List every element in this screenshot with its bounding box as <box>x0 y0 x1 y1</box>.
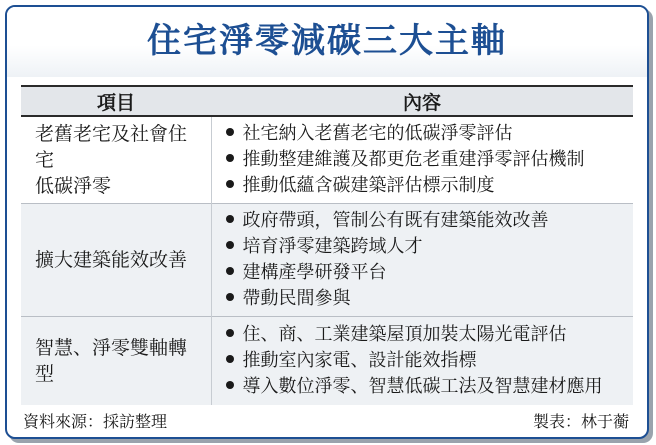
bullet-dot-icon <box>226 180 234 188</box>
row-item-cell <box>21 204 211 317</box>
bullet-dot-icon <box>226 267 234 275</box>
list-item <box>226 208 628 234</box>
bullet-text: 社宅納入老舊老宅的低碳淨零評估 <box>242 123 513 144</box>
list-item <box>226 234 628 260</box>
page-title: 住宅淨零減碳三大主軸 <box>147 21 507 61</box>
row-content-cell <box>211 317 633 405</box>
list-item <box>226 121 628 147</box>
table-row <box>21 317 633 405</box>
infographic-frame <box>5 5 649 439</box>
bullet-text: 推動室內家電、設計能效指標 <box>242 349 477 371</box>
list-item <box>226 260 628 286</box>
bullet-text: 政府帶頭，管制公有既有建築能效改善 <box>242 210 549 231</box>
list-item <box>226 286 628 312</box>
header-content: 內容 <box>211 86 633 116</box>
header-item: 項目 <box>21 86 211 116</box>
footer <box>21 411 633 433</box>
table-row <box>21 204 633 317</box>
bullet-dot-icon <box>226 355 234 363</box>
bullet-dot-icon <box>226 215 234 223</box>
bullet-text: 培育淨零建築跨域人才 <box>242 236 423 257</box>
table-header-row <box>21 86 633 116</box>
row-item-cell <box>21 317 211 405</box>
list-item <box>226 374 628 400</box>
source-note: 資料來源：採訪整理 <box>23 412 168 431</box>
bullet-text: 住、商、工業建築屋頂加裝太陽光電評估 <box>242 323 567 345</box>
bullet-text: 建構產學研發平台 <box>242 262 387 283</box>
row-content-cell <box>211 116 633 204</box>
list-item <box>226 147 628 173</box>
bullet-dot-icon <box>226 241 234 249</box>
row-item-label: 擴大建築能效改善 <box>35 249 188 271</box>
table-row <box>21 116 633 204</box>
row-item-label: 老舊老宅及社會住宅 <box>35 123 188 171</box>
bullet-dot-icon <box>226 329 234 337</box>
bullet-dot-icon <box>226 381 234 389</box>
bullet-text: 推動低蘊含碳建築評估標示制度 <box>242 175 495 196</box>
bullet-text: 導入數位淨零、智慧低碳工法及智慧建材應用 <box>242 375 603 397</box>
bullet-text: 帶動民間參與 <box>242 288 351 309</box>
row-item-label: 低碳淨零 <box>35 175 112 197</box>
list-item <box>226 173 628 199</box>
list-item <box>226 322 628 348</box>
credit-note: 製表：林于蘅 <box>532 412 629 431</box>
bullet-dot-icon <box>226 293 234 301</box>
row-item-label: 智慧、淨零雙軸轉型 <box>35 336 188 385</box>
policy-table <box>21 85 633 405</box>
bullet-dot-icon <box>226 154 234 162</box>
bullet-text: 推動整建維護及都更危老重建淨零評估機制 <box>242 149 585 170</box>
row-content-cell <box>211 204 633 317</box>
bullet-dot-icon <box>226 128 234 136</box>
list-item <box>226 348 628 374</box>
row-item-cell <box>21 116 211 204</box>
